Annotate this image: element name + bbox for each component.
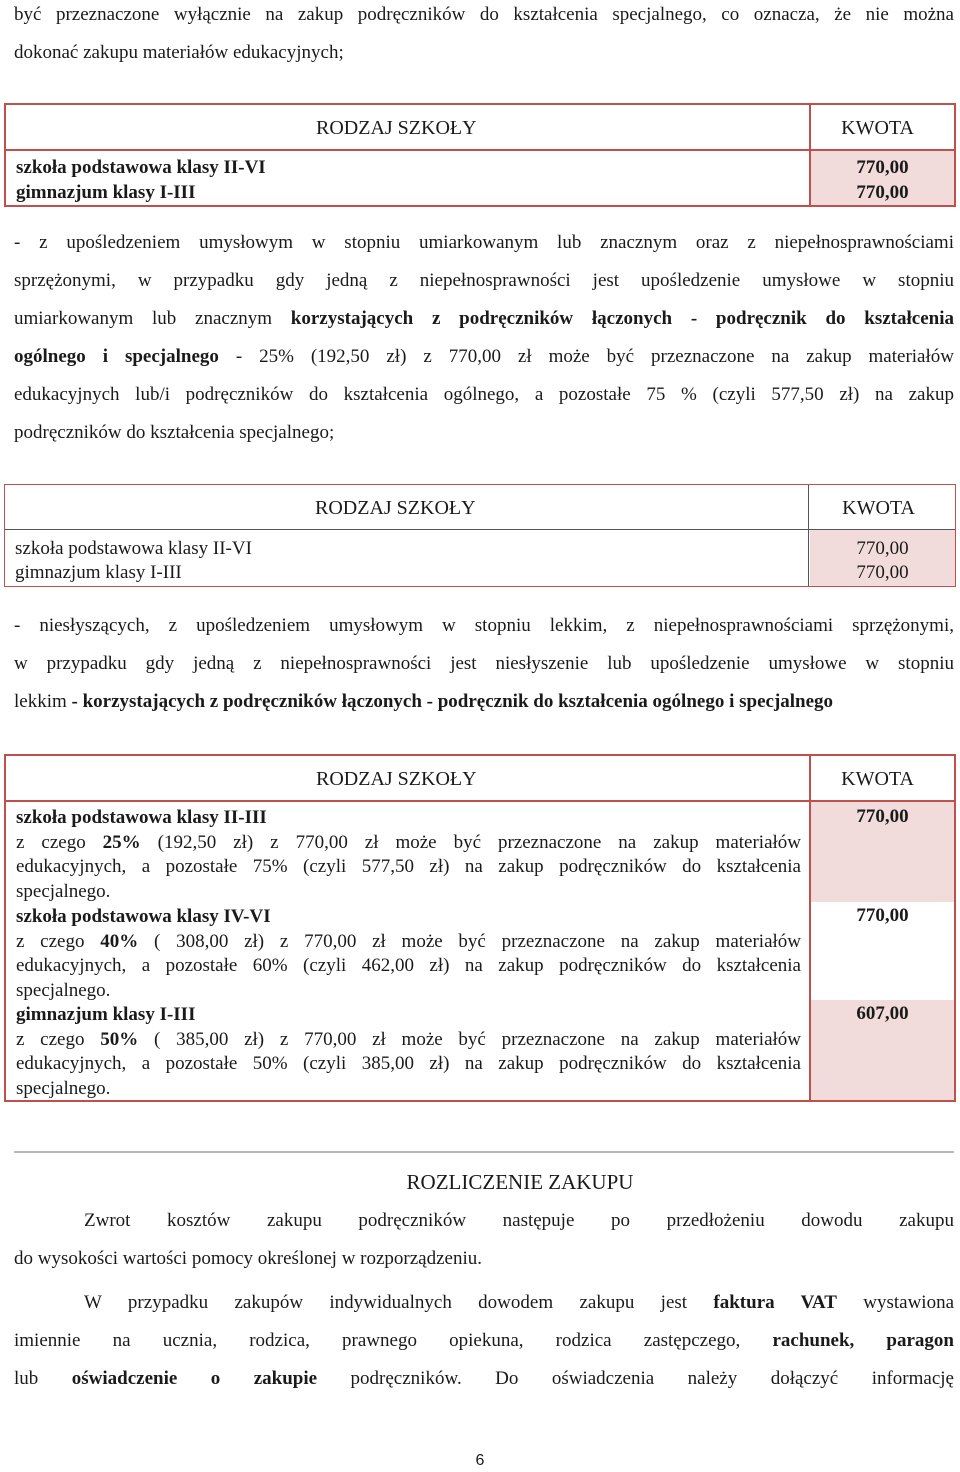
table-header	[5, 485, 955, 530]
table-row-amount: 770,00	[856, 182, 909, 203]
table-row	[16, 905, 801, 1004]
amount-table-2	[4, 484, 956, 587]
header-amount: KWOTA	[842, 497, 915, 519]
settlement-p1-line-1: Zwrot kosztów zakupu podręczników następuje po przedłożeniu dowodu zakupu	[84, 1210, 954, 1231]
para2-line-5: edukacyjnych lub/i podręczników do kształcenia ogólnego, a pozostałe 75 % (czyli 577,50 zł) na zakup	[14, 384, 954, 405]
row-desc-line: specjalnego.	[16, 881, 111, 903]
header-school-type: RODZAJ SZKOŁY	[315, 497, 476, 519]
header-amount: KWOTA	[841, 768, 914, 790]
intro-line-2: dokonać zakupu materiałów edukacyjnych;	[14, 42, 344, 63]
table-row-amount: 770,00	[856, 562, 909, 583]
amount-table-1	[4, 103, 956, 207]
para3-line-3: lekkim - korzystających z podręczników łączonych - podręcznik do kształcenia ogólnego i specjalnego	[14, 691, 834, 712]
settlement-p2-line-3: lub oświadczenie o zakupie podręczników. Do oświadczenia należy dołączyć informację	[14, 1368, 954, 1389]
table-header	[6, 105, 954, 151]
para3-line-1: - niesłyszących, z upośledzeniem umysłowym w stopniu lekkim, z niepełnosprawnościami sprzężonymi,	[14, 615, 954, 636]
section-heading: ROZLICZENIE ZAKUPU	[406, 1170, 634, 1194]
paragraph-deaf	[14, 607, 954, 721]
table-row-school: szkoła podstawowa klasy II-VI	[15, 538, 252, 559]
row-school: gimnazjum klasy I-III	[16, 1004, 196, 1025]
row-desc-line: edukacyjnych, a pozostałe 60% (czyli 462,00 zł) na zakup podręczników do kształcenia	[16, 955, 801, 977]
table-row-school: szkoła podstawowa klasy II-VI	[16, 157, 266, 178]
table-row-amount: 770,00	[856, 905, 909, 926]
row-desc-line: edukacyjnych, a pozostałe 75% (czyli 577,50 zł) na zakup podręczników do kształcenia	[16, 856, 801, 878]
intro-paragraph	[14, 0, 954, 72]
header-amount: KWOTA	[841, 117, 914, 139]
settlement-paragraph-1	[14, 1202, 954, 1278]
header-school-type: RODZAJ SZKOŁY	[316, 117, 477, 139]
row-desc-line: z czego 40% ( 308,00 zł) z 770,00 zł może być przeznaczone na zakup materiałów	[16, 930, 802, 952]
row-desc-line: z czego 25% (192,50 zł) z 770,00 zł może być przeznaczone na zakup materiałów	[16, 831, 801, 853]
table-row-amount: 607,00	[856, 1003, 909, 1024]
table-row-amount: 770,00	[856, 157, 909, 178]
section-divider	[14, 1151, 954, 1153]
paragraph-moderate-disability	[14, 224, 954, 452]
row-school: szkoła podstawowa klasy II-III	[16, 807, 267, 828]
row-school: szkoła podstawowa klasy IV-VI	[16, 906, 271, 927]
row-desc-line: z czego 50% ( 385,00 zł) z 770,00 zł może być przeznaczone na zakup materiałów	[16, 1028, 802, 1050]
table-row-amount: 770,00	[856, 806, 909, 827]
table-row-amount: 770,00	[856, 538, 909, 559]
row-desc-line: edukacyjnych, a pozostałe 50% (czyli 385,00 zł) na zakup podręczników do kształcenia	[16, 1053, 801, 1075]
page-number: 6	[475, 1452, 485, 1469]
table-header	[6, 756, 954, 802]
para2-line-1: - z upośledzeniem umysłowym w stopniu umiarkowanym lub znacznym oraz z niepełnosprawnościami	[14, 232, 954, 253]
para2-line-6: podręczników do kształcenia specjalnego;	[14, 422, 335, 443]
settlement-p1-line-2: do wysokości wartości pomocy określonej w rozporządzeniu.	[14, 1248, 483, 1269]
intro-line-1: być przeznaczone wyłącznie na zakup podręczników do kształcenia specjalnego, co oznacza, że nie można	[14, 4, 954, 25]
row-desc-line: specjalnego.	[16, 980, 111, 1002]
table-row	[16, 806, 801, 905]
settlement-p2-line-2: imiennie na ucznia, rodzica, prawnego opiekuna, rodzica zastępczego, rachunek, paragon	[14, 1330, 955, 1351]
table-row	[16, 1003, 801, 1102]
table-row-school: gimnazjum klasy I-III	[15, 562, 182, 583]
header-school-type: RODZAJ SZKOŁY	[316, 768, 477, 790]
settlement-p2-line-1: W przypadku zakupów indywidualnych dowodem zakupu jest faktura VAT wystawiona	[84, 1292, 954, 1313]
para3-line-2: w przypadku gdy jedną z niepełnosprawności jest niesłyszenie lub upośledzenie umysłowe w stopniu	[14, 653, 954, 674]
para2-line-4: ogólnego i specjalnego - 25% (192,50 zł) z 770,00 zł może być przeznaczone na zakup materiałów	[14, 346, 954, 367]
para2-line-3: umiarkowanym lub znacznym korzystających z podręczników łączonych - podręcznik do kształcenia	[14, 308, 954, 329]
table-row-school: gimnazjum klasy I-III	[16, 182, 196, 203]
para2-line-2: sprzężonymi, w przypadku gdy jedną z niepełnosprawności jest upośledzenie umysłowe w stopniu	[14, 270, 954, 291]
row-desc-line: specjalnego.	[16, 1078, 111, 1100]
amount-table-3	[4, 754, 956, 1102]
settlement-paragraph-2	[14, 1284, 954, 1398]
